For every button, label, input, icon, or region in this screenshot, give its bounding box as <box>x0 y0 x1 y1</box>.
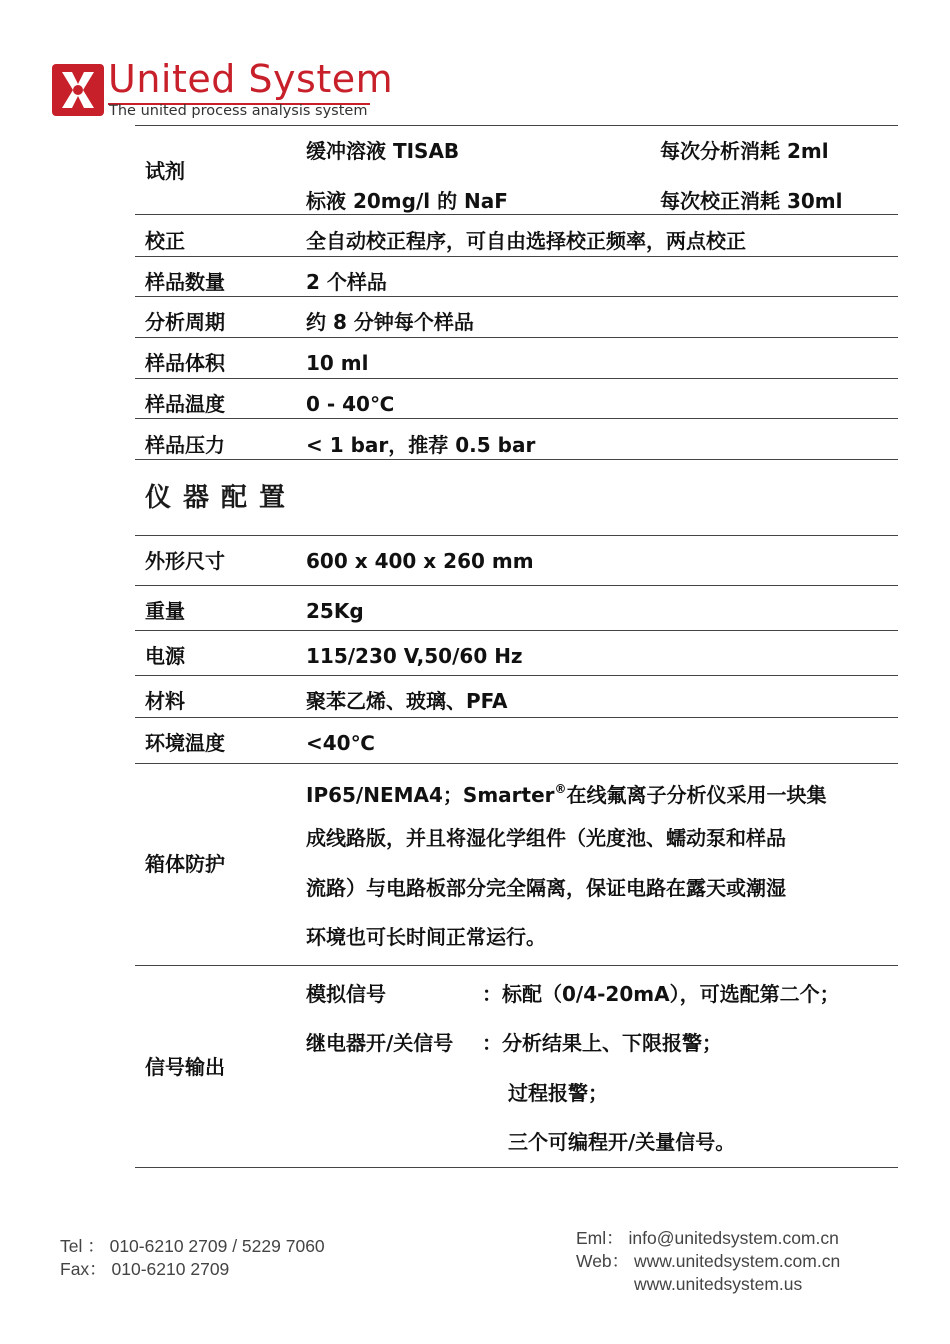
row-label-env-temp: 环境温度 <box>145 731 225 755</box>
table-rule <box>135 965 898 966</box>
row-label-enclosure: 箱体防护 <box>145 852 225 876</box>
enclosure-line-1: IP65/NEMA4；Smarter®在线氟离子分析仪采用一块集 <box>306 782 827 807</box>
row-value-weight: 25Kg <box>306 599 364 623</box>
row-value-sample-count: 2 个样品 <box>306 270 387 294</box>
row-label-weight: 重量 <box>145 599 185 623</box>
table-rule <box>135 337 898 338</box>
row-label-sample-count: 样品数量 <box>145 270 225 294</box>
table-rule <box>135 378 898 379</box>
footer-fax: Fax： 010-6210 2709 <box>60 1259 230 1279</box>
table-rule <box>135 459 898 460</box>
row-label-dimensions: 外形尺寸 <box>145 549 225 573</box>
table-rule <box>135 125 898 126</box>
reagent-standard: 标液 20mg/l 的 NaF <box>306 189 508 213</box>
row-label-power: 电源 <box>145 644 185 668</box>
brand-name: United System <box>108 57 394 101</box>
row-value-sample-volume: 10 ml <box>306 351 369 375</box>
signal-analog-label: 模拟信号 <box>306 982 386 1006</box>
signal-relay-line-3: 三个可编程开/关量信号。 <box>508 1130 736 1154</box>
table-rule <box>135 1167 898 1168</box>
row-label-sample-volume: 样品体积 <box>145 351 225 375</box>
row-value-sample-temp: 0 - 40℃ <box>306 392 395 416</box>
row-label-sample-pressure: 样品压力 <box>145 433 225 457</box>
table-rule <box>135 418 898 419</box>
table-rule <box>135 535 898 536</box>
table-rule <box>135 296 898 297</box>
row-label-reagent: 试剂 <box>145 159 185 183</box>
table-rule <box>135 256 898 257</box>
section-title-config: 仪器配置 <box>145 483 298 513</box>
row-label-signal-output: 信号输出 <box>145 1055 225 1079</box>
united-system-logo-icon <box>52 64 104 116</box>
signal-analog-value: ：标配（0/4-20mA），可选配第二个； <box>482 982 840 1006</box>
footer-email[interactable]: Eml： info@unitedsystem.com.cn <box>576 1228 839 1248</box>
row-label-calibration: 校正 <box>145 229 185 253</box>
enclosure-line-4: 环境也可长时间正常运行。 <box>306 925 546 949</box>
footer-web-label: Web： <box>576 1251 630 1271</box>
brand-logo <box>52 57 394 120</box>
reagent-standard-consumption: 每次校正消耗 30ml <box>660 189 843 213</box>
row-value-calibration: 全自动校正程序，可自由选择校正频率，两点校正 <box>306 229 746 253</box>
row-label-sample-temp: 样品温度 <box>145 392 225 416</box>
table-rule <box>135 630 898 631</box>
footer-web-link-cn[interactable]: www.unitedsystem.com.cn <box>634 1251 841 1271</box>
row-value-analysis-cycle: 约 8 分钟每个样品 <box>306 310 474 334</box>
signal-relay-label: 继电器开/关信号 <box>306 1031 454 1055</box>
footer-tel: Tel ： 010-6210 2709 / 5229 7060 <box>60 1236 325 1256</box>
signal-relay-value: ：分析结果上、下限报警； <box>482 1031 722 1055</box>
row-value-material: 聚苯乙烯、玻璃、PFA <box>306 689 508 713</box>
brand-tagline: The united process analysis system <box>109 103 368 119</box>
enclosure-line-2: 成线路版，并且将湿化学组件（光度池、蠕动泵和样品 <box>306 826 786 850</box>
table-rule <box>135 717 898 718</box>
table-rule <box>135 675 898 676</box>
row-value-env-temp: <40℃ <box>306 731 375 755</box>
reagent-buffer: 缓冲溶液 TISAB <box>306 139 460 163</box>
table-rule <box>135 763 898 764</box>
signal-relay-line-2: 过程报警； <box>508 1081 608 1105</box>
row-value-sample-pressure: < 1 bar，推荐 0.5 bar <box>306 433 536 457</box>
reagent-buffer-consumption: 每次分析消耗 2ml <box>660 139 829 163</box>
table-rule <box>135 585 898 586</box>
row-label-material: 材料 <box>145 689 185 713</box>
row-value-power: 115/230 V,50/60 Hz <box>306 644 523 668</box>
row-label-analysis-cycle: 分析周期 <box>145 310 225 334</box>
enclosure-line-3: 流路）与电路板部分完全隔离，保证电路在露天或潮湿 <box>306 876 786 900</box>
row-value-dimensions: 600 x 400 x 260 mm <box>306 549 534 573</box>
footer-web-link-us[interactable]: www.unitedsystem.us <box>634 1274 803 1294</box>
